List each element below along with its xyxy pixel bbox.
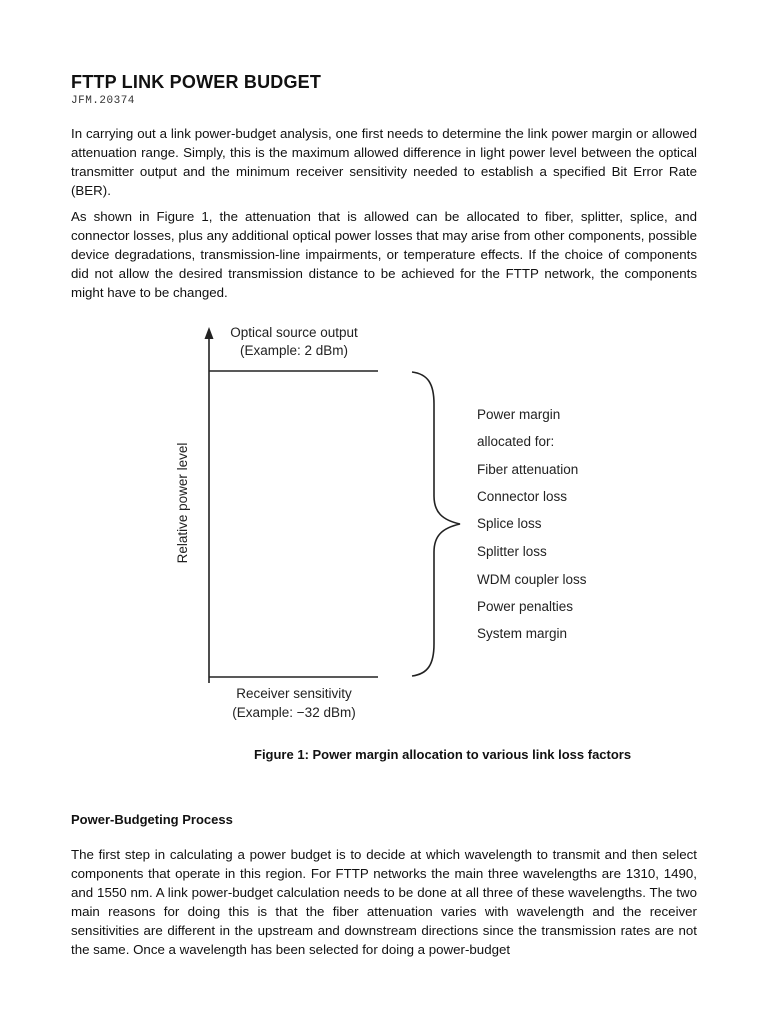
margin-item: System margin <box>477 626 568 641</box>
source-output-example: (Example: 2 dBm) <box>239 343 349 358</box>
margin-item: Connector loss <box>477 489 568 504</box>
page-title: FTTP LINK POWER BUDGET <box>71 72 322 92</box>
figure-caption: Figure 1: Power margin allocation to various link loss factors <box>254 747 632 762</box>
section-heading: Power-Budgeting Process <box>71 812 233 827</box>
margin-item: allocated for: <box>477 434 555 449</box>
document-code: JFM.20374 <box>71 95 135 107</box>
receiver-sensitivity-example: (Example: −32 dBm) <box>232 705 356 720</box>
margin-brace <box>412 372 460 676</box>
margin-item: Fiber attenuation <box>477 462 579 477</box>
margin-item: Power penalties <box>477 599 574 614</box>
margin-item: WDM coupler loss <box>477 572 587 587</box>
section-paragraph: The first step in calculating a power budget is to decide at which wavelength to transmit and then select components that operate in this region. For FTTP networks the main three wavelengths are 1310, 1490, and 1550 nm. A link power-budget calculation needs to be done at all three of these wavelengths. The two main reasons for doing this is that the fiber attenuation varies with wavelength and the receiver sensitivities are different in the upstream and downstream directions since the transmission rates are not the same. Once a wavelength has been selected for doing a power-budget <box>71 847 697 957</box>
margin-item: Splice loss <box>477 516 542 531</box>
margin-item: Splitter loss <box>477 544 547 559</box>
y-axis-label: Relative power level <box>175 442 190 564</box>
intro-paragraph: In carrying out a link power-budget analysis, one first needs to determine the link power margin or allowed attenuation range. Simply, this is the maximum allowed difference in light power level between the optical transmitter output and the minimum receiver sensitivity needed to establish a specified Bit Error Rate (BER). <box>71 126 697 198</box>
margin-item: Power margin <box>477 407 561 422</box>
source-output-label: Optical source output <box>230 325 358 340</box>
allocation-paragraph: As shown in Figure 1, the attenuation that is allowed can be allocated to fiber, splitter, splice, and connector losses, plus any additional optical power losses that may arise from other components, possible device degradations, transmission-line impairments, or temperature effects. If the choice of components did not allow the desired transmission distance to be achieved for the FTTP network, the components might have to be changed. <box>71 209 697 300</box>
receiver-sensitivity-label: Receiver sensitivity <box>236 686 352 701</box>
y-axis-arrow-icon <box>205 327 214 339</box>
